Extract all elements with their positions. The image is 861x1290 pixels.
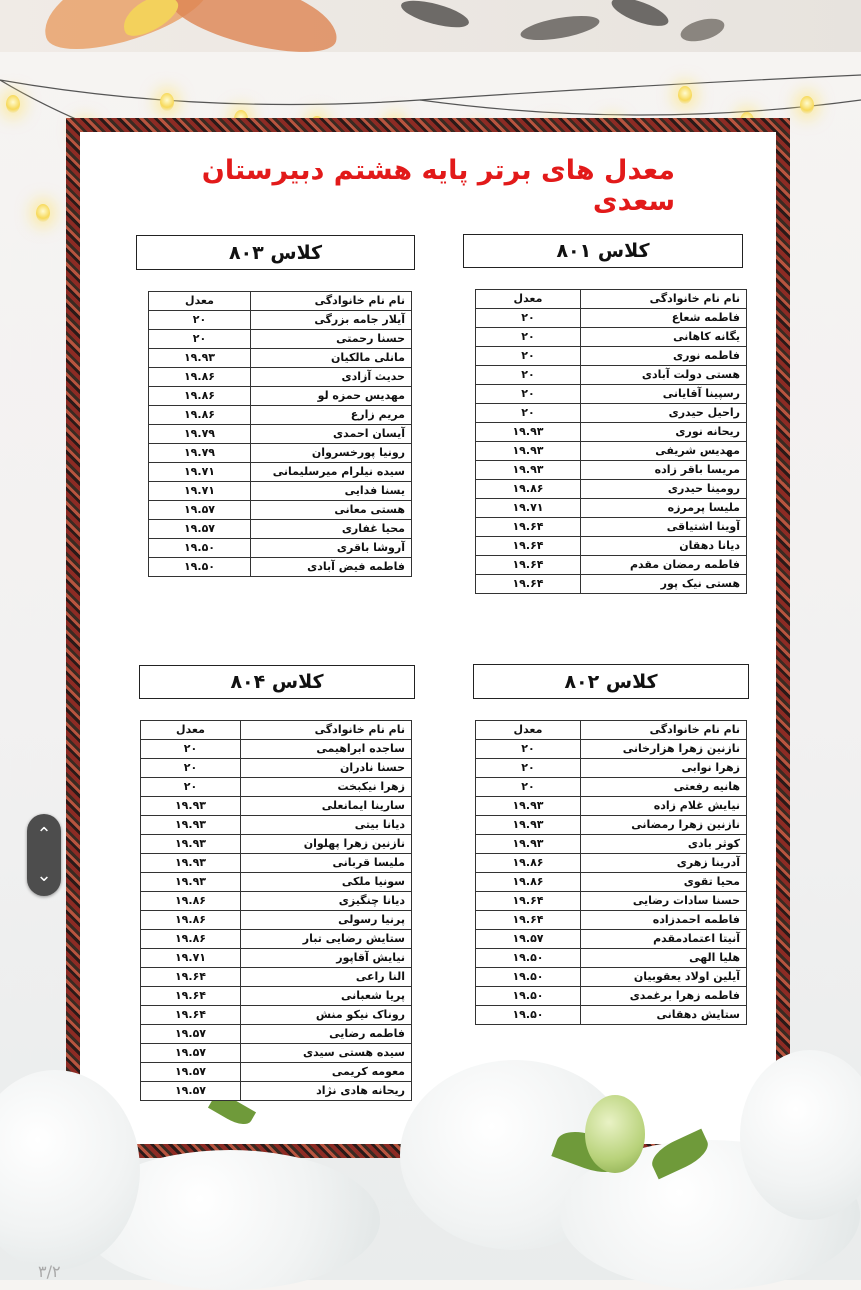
table-row <box>149 444 412 463</box>
table-row <box>149 387 412 406</box>
student-average: ۱۹.۹۳ <box>476 816 581 835</box>
table-row <box>476 816 747 835</box>
student-average: ۱۹.۸۶ <box>141 911 241 930</box>
student-name: ریحانه هادی نژاد <box>241 1082 412 1101</box>
student-name: رومینا حیدری <box>581 480 747 499</box>
student-name: فاطمه زهرا برغمدی <box>581 987 747 1006</box>
table-row <box>476 461 747 480</box>
student-name: ملیسا قربانی <box>241 854 412 873</box>
student-average: ۱۹.۶۴ <box>476 892 581 911</box>
student-name: یگانه کاهانی <box>581 328 747 347</box>
table-row <box>141 1025 412 1044</box>
student-average: ۱۹.۹۳ <box>141 873 241 892</box>
student-average: ۲۰ <box>141 759 241 778</box>
table-row <box>476 1006 747 1025</box>
student-name: مریسا باقر زاده <box>581 461 747 480</box>
table-header-row <box>476 721 747 740</box>
chevron-down-icon: ⌄ <box>36 865 52 886</box>
table-row <box>141 1082 412 1101</box>
student-average: ۱۹.۸۶ <box>141 930 241 949</box>
student-name: پریا شعبانی <box>241 987 412 1006</box>
student-average: ۲۰ <box>476 366 581 385</box>
student-name: سونیا ملکی <box>241 873 412 892</box>
table-row <box>476 797 747 816</box>
table-row <box>476 740 747 759</box>
student-name: روناک نیکو منش <box>241 1006 412 1025</box>
column-header-name: نام نام خانوادگی <box>581 290 747 309</box>
student-average: ۱۹.۸۶ <box>476 480 581 499</box>
student-name: یسنا فدایی <box>251 482 412 501</box>
table-row <box>476 987 747 1006</box>
table-row <box>476 423 747 442</box>
student-average: ۱۹.۸۶ <box>141 892 241 911</box>
student-average: ۱۹.۵۷ <box>141 1025 241 1044</box>
student-name: دیانا بیتی <box>241 816 412 835</box>
table-row <box>476 835 747 854</box>
table-row <box>149 463 412 482</box>
student-name: محیا تقوی <box>581 873 747 892</box>
student-name: النا راعی <box>241 968 412 987</box>
student-average: ۱۹.۹۳ <box>476 797 581 816</box>
student-average: ۱۹.۵۰ <box>476 1006 581 1025</box>
student-name: هستی دولت آبادی <box>581 366 747 385</box>
student-name: مانلی مالکیان <box>251 349 412 368</box>
student-name: دیانا چنگیزی <box>241 892 412 911</box>
table-row <box>141 835 412 854</box>
class-803-table <box>148 291 412 577</box>
student-name: محیا غفاری <box>251 520 412 539</box>
student-average: ۱۹.۷۱ <box>476 499 581 518</box>
student-average: ۱۹.۹۳ <box>141 797 241 816</box>
class-804-header: کلاس ۸۰۴ <box>139 665 415 699</box>
student-average: ۲۰ <box>476 347 581 366</box>
table-row <box>149 311 412 330</box>
seed-decoration <box>608 0 671 32</box>
student-average: ۲۰ <box>149 311 251 330</box>
table-row <box>476 480 747 499</box>
student-name: آیسان احمدی <box>251 425 412 444</box>
table-row <box>141 759 412 778</box>
student-average: ۱۹.۹۳ <box>476 442 581 461</box>
table-row <box>476 778 747 797</box>
student-average: ۱۹.۷۱ <box>149 482 251 501</box>
student-average: ۱۹.۵۷ <box>476 930 581 949</box>
table-row <box>476 537 747 556</box>
student-average: ۱۹.۷۱ <box>149 463 251 482</box>
table-row <box>141 740 412 759</box>
column-header-average: معدل <box>476 290 581 309</box>
student-average: ۲۰ <box>141 778 241 797</box>
student-name: آنیتا اعتمادمقدم <box>581 930 747 949</box>
student-name: فاطمه فیض آبادی <box>251 558 412 577</box>
column-header-name: نام نام خانوادگی <box>251 292 412 311</box>
table-row <box>149 368 412 387</box>
student-name: هانیه رفعتی <box>581 778 747 797</box>
column-header-name: نام نام خانوادگی <box>241 721 412 740</box>
table-row <box>476 930 747 949</box>
page-title: معدل های برتر پایه هشتم دبیرستان سعدی <box>201 155 675 217</box>
scroll-up-button[interactable] <box>27 814 61 855</box>
student-average: ۱۹.۶۴ <box>476 537 581 556</box>
column-header-average: معدل <box>141 721 241 740</box>
student-average: ۲۰ <box>149 330 251 349</box>
student-average: ۱۹.۸۶ <box>149 368 251 387</box>
top-decoration <box>0 0 861 52</box>
student-name: رونیا پورخسروان <box>251 444 412 463</box>
column-header-average: معدل <box>476 721 581 740</box>
student-average: ۱۹.۶۴ <box>476 575 581 594</box>
table-row <box>476 892 747 911</box>
table-row <box>141 968 412 987</box>
class-803-header: کلاس ۸۰۳ <box>136 235 415 270</box>
student-name: فاطمه رمضان مقدم <box>581 556 747 575</box>
table-row <box>476 404 747 423</box>
column-header-name: نام نام خانوادگی <box>581 721 747 740</box>
seed-decoration <box>399 0 472 33</box>
student-average: ۲۰ <box>476 759 581 778</box>
table-row <box>149 539 412 558</box>
student-average: ۱۹.۹۳ <box>476 835 581 854</box>
table-row <box>476 968 747 987</box>
student-name: دیانا دهقان <box>581 537 747 556</box>
student-name: ساجده ابراهیمی <box>241 740 412 759</box>
student-average: ۱۹.۵۷ <box>149 520 251 539</box>
student-average: ۱۹.۹۳ <box>141 854 241 873</box>
student-name: حسنا رحمتی <box>251 330 412 349</box>
student-name: فاطمه احمدزاده <box>581 911 747 930</box>
table-row <box>141 854 412 873</box>
class-801-table <box>475 289 747 594</box>
student-name: راحیل حیدری <box>581 404 747 423</box>
student-average: ۲۰ <box>476 778 581 797</box>
student-average: ۱۹.۷۹ <box>149 425 251 444</box>
student-name: مریم زارع <box>251 406 412 425</box>
student-name: زهرا نیکبخت <box>241 778 412 797</box>
student-average: ۲۰ <box>476 740 581 759</box>
student-name: سیده هستی سیدی <box>241 1044 412 1063</box>
table-row <box>476 309 747 328</box>
student-average: ۱۹.۵۷ <box>141 1063 241 1082</box>
table-row <box>149 349 412 368</box>
table-row <box>476 366 747 385</box>
student-name: حسنا سادات رضایی <box>581 892 747 911</box>
student-average: ۱۹.۵۰ <box>149 539 251 558</box>
table-row <box>476 556 747 575</box>
table-row <box>476 759 747 778</box>
seed-decoration <box>519 11 601 45</box>
table-row <box>149 520 412 539</box>
student-average: ۱۹.۵۰ <box>149 558 251 577</box>
table-row <box>141 1006 412 1025</box>
student-average: ۱۹.۹۳ <box>149 349 251 368</box>
student-name: آیلین اولاد یعقوبیان <box>581 968 747 987</box>
table-row <box>476 911 747 930</box>
class-804-table <box>140 720 412 1101</box>
table-row <box>476 442 747 461</box>
student-name: ملیسا پرمرزه <box>581 499 747 518</box>
student-average: ۱۹.۸۶ <box>476 854 581 873</box>
student-name: پرنیا رسولی <box>241 911 412 930</box>
table-row <box>141 892 412 911</box>
student-name: آروشا باقری <box>251 539 412 558</box>
student-average: ۱۹.۹۳ <box>141 816 241 835</box>
table-row <box>141 778 412 797</box>
column-header-average: معدل <box>149 292 251 311</box>
class-802-header: کلاس ۸۰۲ <box>473 664 749 699</box>
student-name: هستی نیک پور <box>581 575 747 594</box>
light-bulb-icon <box>800 96 814 114</box>
student-name: آیلار جامه بزرگی <box>251 311 412 330</box>
student-average: ۱۹.۵۷ <box>149 501 251 520</box>
student-average: ۲۰ <box>476 309 581 328</box>
table-row <box>476 347 747 366</box>
table-row <box>149 406 412 425</box>
student-average: ۱۹.۵۷ <box>141 1044 241 1063</box>
table-header-row <box>149 292 412 311</box>
student-average: ۲۰ <box>476 404 581 423</box>
student-name: فاطمه نوری <box>581 347 747 366</box>
student-name: مهدیس شریفی <box>581 442 747 461</box>
student-name: زهرا نوابی <box>581 759 747 778</box>
student-average: ۱۹.۵۷ <box>141 1082 241 1101</box>
table-row <box>476 328 747 347</box>
scroll-down-button[interactable] <box>27 855 61 896</box>
table-row <box>476 873 747 892</box>
student-average: ۱۹.۵۰ <box>476 949 581 968</box>
table-row <box>141 949 412 968</box>
table-row <box>476 518 747 537</box>
student-name: نیایش غلام زاده <box>581 797 747 816</box>
table-row <box>141 930 412 949</box>
student-name: آدرینا زهری <box>581 854 747 873</box>
table-row <box>149 425 412 444</box>
table-row <box>141 873 412 892</box>
light-bulb-icon <box>678 86 692 104</box>
table-row <box>149 482 412 501</box>
student-name: سارینا ایمانعلی <box>241 797 412 816</box>
student-average: ۱۹.۷۹ <box>149 444 251 463</box>
student-name: حدیث آزادی <box>251 368 412 387</box>
student-name: هلیا الهی <box>581 949 747 968</box>
table-row <box>141 1044 412 1063</box>
student-average: ۲۰ <box>141 740 241 759</box>
table-row <box>149 501 412 520</box>
student-name: نازنین زهرا رمضانی <box>581 816 747 835</box>
class-801-header: کلاس ۸۰۱ <box>463 234 743 268</box>
page-number: ۳/۲ <box>38 1262 61 1281</box>
light-bulb-icon <box>36 204 50 222</box>
student-average: ۱۹.۸۶ <box>149 387 251 406</box>
table-row <box>476 499 747 518</box>
student-average: ۱۹.۶۴ <box>141 987 241 1006</box>
student-average: ۱۹.۸۶ <box>149 406 251 425</box>
student-name: نازنین زهرا پهلوان <box>241 835 412 854</box>
student-name: هستی معانی <box>251 501 412 520</box>
student-name: کوثر بادی <box>581 835 747 854</box>
chevron-up-icon: ⌃ <box>36 824 52 845</box>
seed-decoration <box>678 15 727 46</box>
table-row <box>141 987 412 1006</box>
student-name: مهدیس حمزه لو <box>251 387 412 406</box>
student-name: سیده نیلرام میرسلیمانی <box>251 463 412 482</box>
student-name: حسنا نادران <box>241 759 412 778</box>
student-name: رسپینا آقایانی <box>581 385 747 404</box>
table-row <box>149 330 412 349</box>
table-row <box>476 949 747 968</box>
student-average: ۱۹.۶۴ <box>476 911 581 930</box>
student-name: فاطمه شعاع <box>581 309 747 328</box>
student-average: ۱۹.۹۳ <box>476 423 581 442</box>
student-name: آوینا اشتیاقی <box>581 518 747 537</box>
student-average: ۱۹.۶۴ <box>141 1006 241 1025</box>
page-scroll-control <box>27 814 61 896</box>
student-name: نازنین زهرا هزارخانی <box>581 740 747 759</box>
class-802-table <box>475 720 747 1025</box>
student-name: فاطمه رضایی <box>241 1025 412 1044</box>
table-row <box>476 385 747 404</box>
student-name: ستایش رضایی تبار <box>241 930 412 949</box>
student-average: ۲۰ <box>476 328 581 347</box>
table-header-row <box>476 290 747 309</box>
student-average: ۱۹.۵۰ <box>476 968 581 987</box>
table-row <box>141 1063 412 1082</box>
student-average: ۱۹.۸۶ <box>476 873 581 892</box>
table-header-row <box>141 721 412 740</box>
student-average: ۱۹.۷۱ <box>141 949 241 968</box>
student-average: ۱۹.۹۳ <box>476 461 581 480</box>
table-row <box>149 558 412 577</box>
student-average: ۱۹.۶۴ <box>476 556 581 575</box>
student-name: ستایش دهقانی <box>581 1006 747 1025</box>
flower-petal <box>165 0 344 52</box>
table-row <box>141 816 412 835</box>
student-average: ۲۰ <box>476 385 581 404</box>
student-name: ریحانه نوری <box>581 423 747 442</box>
table-row <box>476 575 747 594</box>
table-row <box>141 797 412 816</box>
student-average: ۱۹.۹۳ <box>141 835 241 854</box>
student-average: ۱۹.۶۴ <box>476 518 581 537</box>
student-average: ۱۹.۶۴ <box>141 968 241 987</box>
table-row <box>141 911 412 930</box>
student-name: نیایش آقاپور <box>241 949 412 968</box>
table-row <box>476 854 747 873</box>
flower-bud <box>585 1095 645 1173</box>
light-bulb-icon <box>6 95 20 113</box>
student-name: معومه کریمی <box>241 1063 412 1082</box>
student-average: ۱۹.۵۰ <box>476 987 581 1006</box>
light-bulb-icon <box>160 93 174 111</box>
